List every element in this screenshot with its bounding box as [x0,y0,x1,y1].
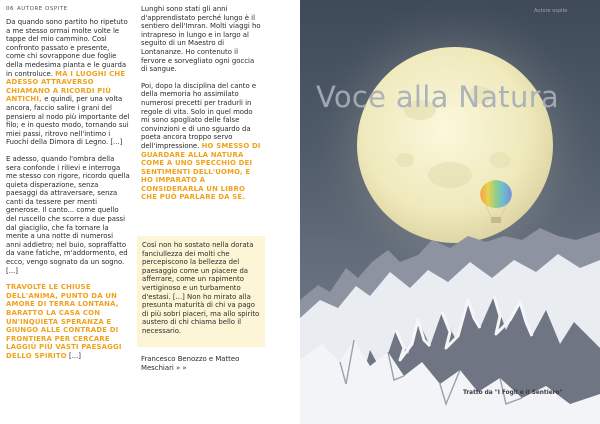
paragraph-text: e quindi, per una volta ancora, faccio salire i grani del pensiero al nodo più importante del filo; e in questo modo, tornando sui miei passi, ritrovo nell'intimo i Fuochi della Dimora di Legno. [...] [6,95,130,147]
right-page [300,0,600,424]
paragraph [141,5,262,74]
highlight-text: MÀ I LUOGHI CHE ADESSO ATTRAVERSO CHIAMANO A RICORDI PIÙ ANTICHI, [6,69,126,104]
paragraph-text: E adesso, quando l'ombra della sera confonde i rilievi e interroga me stesso con rigore, ricordo quella quieta disperazione, senza paesaggi da attraversare, senza canti da tessere per menti generose. Il canto... come quello del ruscello che scorre a due passi dal giaciglio, che fa tornare la mente a una notte di numerosi anni addietro; nel buio, sopraffatto da vane fatiche, m'addormento, ed ecco, vengo sognato da un sogno. [...] [6,154,130,275]
quote-box [137,236,265,347]
right-page-header: Autore ospite [534,8,568,14]
section-label: AUTORE OSPITE [17,6,68,12]
paragraph-text: Da quando sono partito ho ripetuto a me stesso ormai molte volte le tappe del mio cammino. Così confronto passato e presente, come chi sovrappone due foglie della medesima pianta e le guarda in controluce. [6,18,128,78]
paragraph-text: Lunghi sono stati gli anni d'apprendistato perché lungo è il sentiero dell'Imran. Molti viaggi ho intrapreso in lungo e in largo al seguito di un Maestro di Lontananze. Ho contenuto il fervore e sorvegliato ogni goccia di sangue. [141,5,261,74]
page-header [6,6,68,12]
image-credit: Tratto da "I Fogli e il Sentiero" [463,390,563,396]
author-signature: Francesco Benozzo e Matteo Meschiari » » [141,355,240,372]
paragraph [6,155,130,275]
page-number: 06 [6,6,14,12]
text-column-right [141,5,262,210]
paragraph [6,283,130,360]
paragraph-text: Poi, dopo la disciplina del canto e della memoria ho assimilato numerosi precetti per tradurli in regole di vita. Solo in quel modo mi sono spogliato delle false convinzioni e di uno sguardo da poeta ancora troppo servo dell'impressione. [141,81,257,150]
highlight-text: TRAVOLTE LE CHIUSE DELL'ANIMA, PUNTO DA UN AMORE DI TERRA LONTANA, BARATTO LA CASA CON UN'INQUIETA SPERANZA E GIUNGO ALLE CONTRADE DI FRONTIERA PER CERCARE LAGGIÙ PIÙ VASTI PAESAGGI DELLO SPIRITO [6,283,122,360]
highlight-text: HO SMESSO DI GUARDARE ALLA NATURA COME A UNO SPECCHIO DEI SENTIMENTI DELL'UOMO, E HO IMPARATO A CONSIDERARLA UN LIBRO CHE PUÒ PARLARE DA SÉ. [141,141,261,202]
moon-landscape-illustration [300,0,600,424]
paragraph [141,82,262,202]
article-title: Voce alla Natura [316,80,559,114]
text-column-left [6,18,130,369]
moon [357,47,553,243]
quote-text: Così non ho sostato nella dorata fanciullezza dei molti che percepiscono la bellezza del paesaggio come un piacere da afferrare, come un rapimento vertiginoso e un turbamento d'estasi. [...] Non ho mirato alla presunta maturità di chi va pago di più sobri piaceri, ma allo spirito austero di chi chiama bello il necessario. [142,241,260,335]
paragraph [6,18,130,147]
paragraph-text: [...] [69,351,81,360]
